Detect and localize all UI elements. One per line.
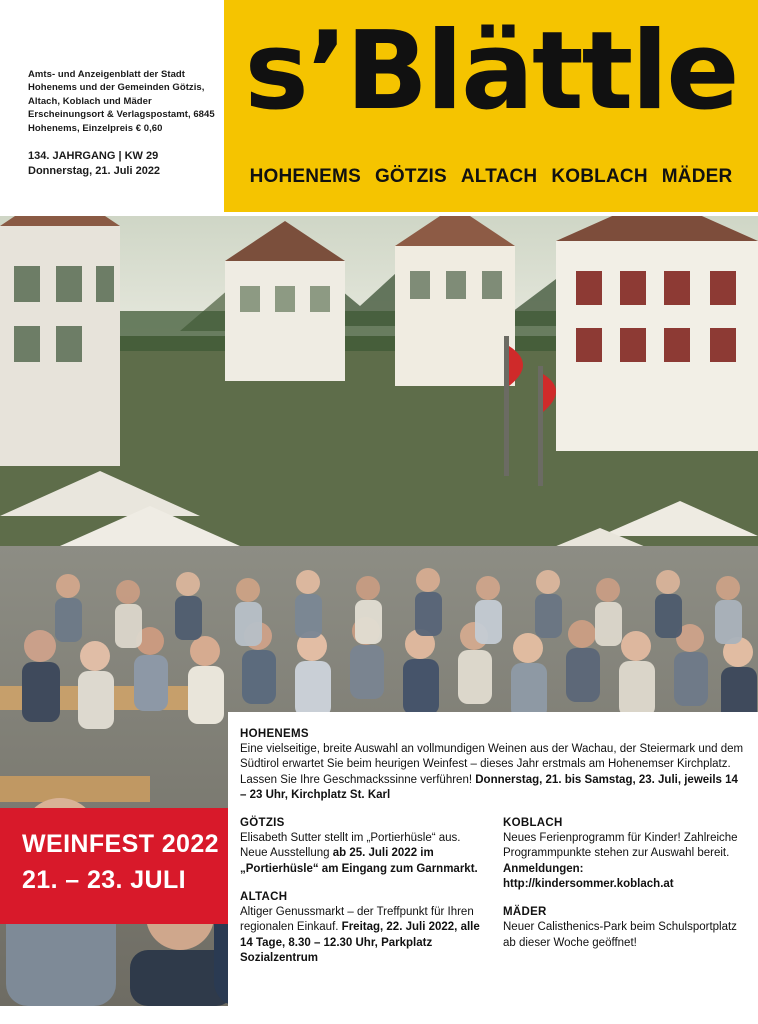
masthead-banner [224, 0, 758, 212]
weinfest-badge-line-2: 21. – 23. JULI [22, 866, 187, 894]
imprint-text: Amts- und Anzeigenblatt der Stadt Hohenems und der Gemeinden Götzis, Altach, Koblach und Mäder Erscheinungsort & Verlagspostamt, 6845 Hohenems, Einzelpreis € 0,60 [28, 69, 215, 134]
teaser-body: Eine vielseitige, breite Auswahl an vollmundigen Weinen aus der Wachau, der Steiermark und dem Südtirol erwartet Sie beim heurigen Weinfest – dieses Jahr erstmals am Hohenemser Kirchplatz. Lassen Sie Ihre Geschmackssinne verführen! [240, 743, 744, 786]
teaser-body: Altiger Genussmarkt – der Treffpunkt für Ihren regionalen Einkauf. [240, 905, 474, 934]
teaser-heading: ALTACH [240, 890, 288, 903]
edition-info [28, 149, 224, 179]
teaser-bold-line: ab 25. Juli 2022 im „Portierhüsle“ am Eingang zum Garnmarkt. [240, 847, 478, 875]
teaser-goetzis [240, 817, 483, 877]
town-list [224, 166, 758, 188]
town-maeder: MÄDER [661, 166, 733, 187]
teaser-body: Neues Ferienprogramm für Kinder! Zahlreiche Programmpunkte stehen zur Auswahl bereit. [503, 832, 738, 860]
teaser-panel [228, 712, 758, 1024]
teaser-bold-line: Anmeldungen: http://kindersommer.koblach.at [503, 862, 674, 890]
town-hohenems: HOHENEMS [249, 166, 361, 187]
town-altach: ALTACH [460, 166, 538, 187]
teaser-body: Neuer Calisthenics-Park beim Schulsportplatz ab dieser Woche geöffnet! [503, 921, 737, 949]
masthead-left [28, 68, 224, 179]
teaser-heading: KOBLACH [503, 817, 563, 830]
teaser-column-right [503, 817, 746, 980]
teaser-maeder [503, 906, 746, 951]
edition-line-2: Donnerstag, 21. Juli 2022 [28, 165, 161, 178]
teaser-koblach [503, 817, 746, 892]
teaser-heading: GÖTZIS [240, 817, 285, 830]
teaser-body: Elisabeth Sutter stellt im „Portierhüsle“ aus. Neue Ausstellung [240, 832, 461, 860]
publication-logo: s’Blättle [244, 9, 738, 134]
teaser-bold-line: Freitag, 22. Juli 2022, alle 14 Tage, 8.30 – 12.30 Uhr, Parkplatz Sozialzentrum [240, 921, 480, 964]
teaser-altach [240, 891, 483, 966]
weinfest-badge [0, 808, 248, 924]
teaser-column-left [240, 817, 483, 980]
edition-line-1: 134. JAHRGANG | KW 29 [28, 150, 159, 163]
teaser-bold-line: Donnerstag, 21. bis Samstag, 23. Juli, jeweils 14 – 23 Uhr, Kirchplatz St. Karl [240, 773, 738, 801]
town-koblach: KOBLACH [551, 166, 648, 187]
weinfest-badge-line-1: WEINFEST 2022 [22, 830, 219, 858]
teaser-hohenems [240, 728, 746, 803]
teaser-heading: HOHENEMS [240, 728, 309, 740]
town-goetzis: GÖTZIS [374, 166, 447, 187]
teaser-heading: MÄDER [503, 906, 547, 919]
